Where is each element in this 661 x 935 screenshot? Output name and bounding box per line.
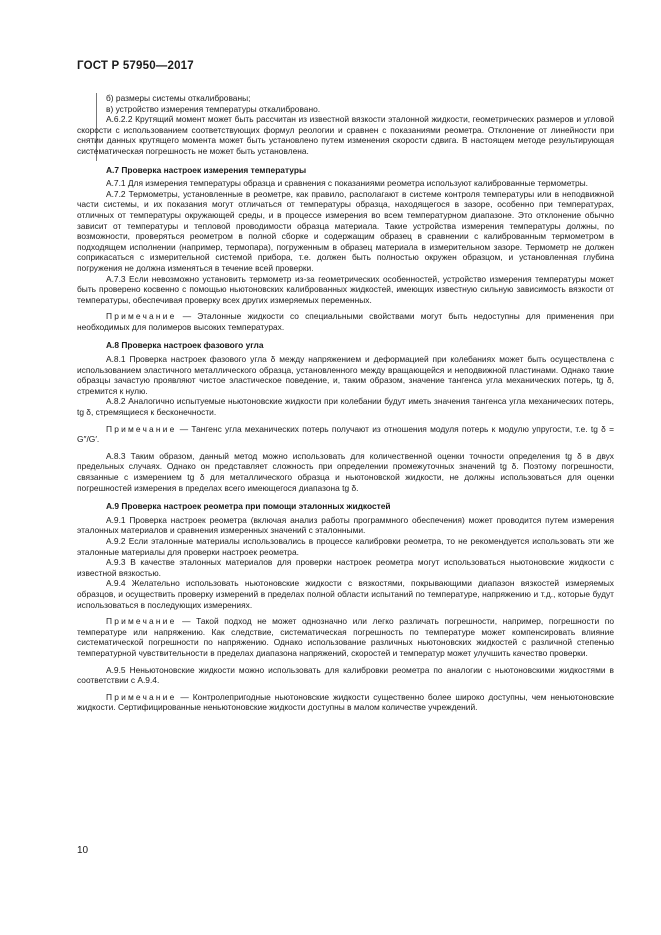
document-header: ГОСТ Р 57950—2017: [77, 60, 194, 72]
paragraph-a6-2-2: А.6.2.2 Крутящий момент может быть рассчитан из известной вязкости эталонной жидкости, геометрических размеров и угловой скорости с использованием соответствующих формул реологии и сравнен с показаниями реометра. Отклонение от линейности при снятии данных крутящего момента может быть установлено путем изменения скорости сдвига. В настоящем методе результирующая систематическая погрешность не может быть установлена.: [77, 114, 614, 156]
paragraph-a8-3: А.8.3 Таким образом, данный метод можно использовать для количественной оценки точности определения tg δ в двух предельных случаях. Однако он представляет сложность при определении промежуточных значений tg δ. Поэтому погрешности, связанные с измерением tg δ для металлического образца и ньютоновской жидкости, не должны использоваться для оценки погрешностей измерения в пределах всего имеющегося диапазона tg δ.: [77, 450, 614, 493]
note-text: — Контролепригодные ньютоновские жидкости существенно более широко доступны, чем неньютоновские жидкости. Сертифицированные неньютоновские жидкости доступны в малом количестве учреждений.: [77, 691, 614, 713]
note-text: — Эталонные жидкости со специальными свойствами могут быть недоступны для применения при необходимых для полимеров высоких температурах.: [77, 311, 614, 332]
paragraph-a8-2: А.8.2 Аналогично испытуемые ньютоновские жидкости при колебании будут иметь значения тангенса угла механических потерь, tg δ, стремящиеся к бесконечности.: [77, 396, 614, 418]
document-body: [77, 93, 614, 719]
paragraph-list-item-b: б) размеры системы откалиброваны;: [106, 93, 251, 103]
note-label: Примечание: [106, 311, 177, 322]
note-a9-5: [77, 692, 614, 713]
note-a8: [77, 424, 614, 445]
section-heading-a9: А.9 Проверка настроек реометра при помощи эталонных жидкостей: [106, 501, 391, 512]
paragraph-a7-1: А.7.1 Для измерения температуры образца и сравнения с показаниями реометра используют калиброванные термометры.: [106, 178, 588, 189]
paragraph-a7-3: А.7.3 Если невозможно установить термометр из-за геометрических особенностей, устройство измерения температуры может быть проверено косвенно с помощью ньютоновских калиброванных жидкостей, имеющих известную сильную зависимость вязкости от температуры, обеспечивая проверку всех других измеряемых переменных.: [77, 273, 614, 305]
note-text: — Такой подход не может однозначно или легко различать погрешности, например, погрешности по температуре или напряжению. Как следствие, систематическая погрешность по температуре может компенсировать влияние систематической погрешности по напряжению. Однако использование различных ньютоновских жидкостей с различной степенью температурной чувствительности в пределах диапазона напряжений, скоростей и температур может улучшить качество проверки.: [77, 616, 614, 658]
paragraph-a9-5: А.9.5 Неньютоновские жидкости можно использовать для калибровки реометра по аналогии с ньютоновскими жидкостями в соответствии с А.9.4.: [77, 664, 614, 686]
note-a7: [77, 311, 614, 332]
page-number: 10: [77, 845, 89, 856]
paragraph-a9-1: А.9.1 Проверка настроек реометра (включая анализ работы программного обеспечения) может проводится путем измерения эталонных материалов и сравнения измеренных значений с эталонными.: [77, 514, 614, 536]
paragraph-list-item-c: в) устройство измерения температуры откалибровано.: [106, 103, 321, 114]
note-text: — Тангенс угла механических потерь получают из отношения модуля потерь к модулю упругости, т.е. tg δ = G″/G′.: [77, 423, 614, 445]
section-heading-a7: А.7 Проверка настроек измерения температуры: [106, 164, 307, 175]
note-label: Примечание: [106, 691, 177, 702]
paragraph-a8-1: А.8.1 Проверка настроек фазового угла δ между напряжением и деформацией при колебаниях может быть осуществлена с использованием эластичного металлического образца, установленного между вращающейся и неподвижной пластинами. Однако такие образцы зачастую проявляют чистое эластическое поведение, и, таким образом, значение тангенса угла механических потерь, tg δ, стремится к нулю.: [77, 354, 614, 396]
paragraph-a7-2: А.7.2 Термометры, установленные в реометре, как правило, располагают в системе контроля температуры или в неподвижной части системы, и их показания могут отличаться от температуры образца, находящегося в зазоре, особенно при температурах, отличных от температуры окружающей среды, и в процессе измерения во всем температурном диапазоне. Это отклонение обычно зависит от температуры и тепловой проводимости образца материала. Такие устройства измерения температуры должны, по возможности, проверяться реометром в полной сборке и содержащим образец в сравнении с калиброванным термометром в подходящем исполнении (например, термопара), погруженным в образец материала в измерительном зазоре. Термометр не должен соприкасаться с измерительной системой прибора, т.е. должен быть полностью окружен образцом, и установленная глубина погружения не должна изменяться в течение всей проверки.: [77, 188, 614, 273]
note-label: Примечание: [106, 616, 177, 627]
section-heading-a8: А.8 Проверка настроек фазового угла: [106, 340, 264, 351]
note-a9-4: [77, 616, 614, 658]
paragraph-a9-4: А.9.4 Желательно использовать ньютоновские жидкости с вязкостями, покрывающими диапазон вязкостей измеряемых образцов, и осуществить проверку измерений в пределах полной области испытаний по температуре, напряжению и т.д., которые будут использоваться в последующих измерениях.: [77, 578, 614, 610]
paragraph-a9-2: А.9.2 Если эталонные материалы использовались в процессе калибровки реометра, то не рекомендуется использовать эти же эталонные материалы для проверки настроек реометра.: [77, 535, 614, 557]
note-label: Примечание: [106, 423, 177, 434]
paragraph-a9-3: А.9.3 В качестве эталонных материалов для проверки настроек реометра могут использоваться ньютоновские жидкости с известной вязкостью.: [77, 557, 614, 578]
